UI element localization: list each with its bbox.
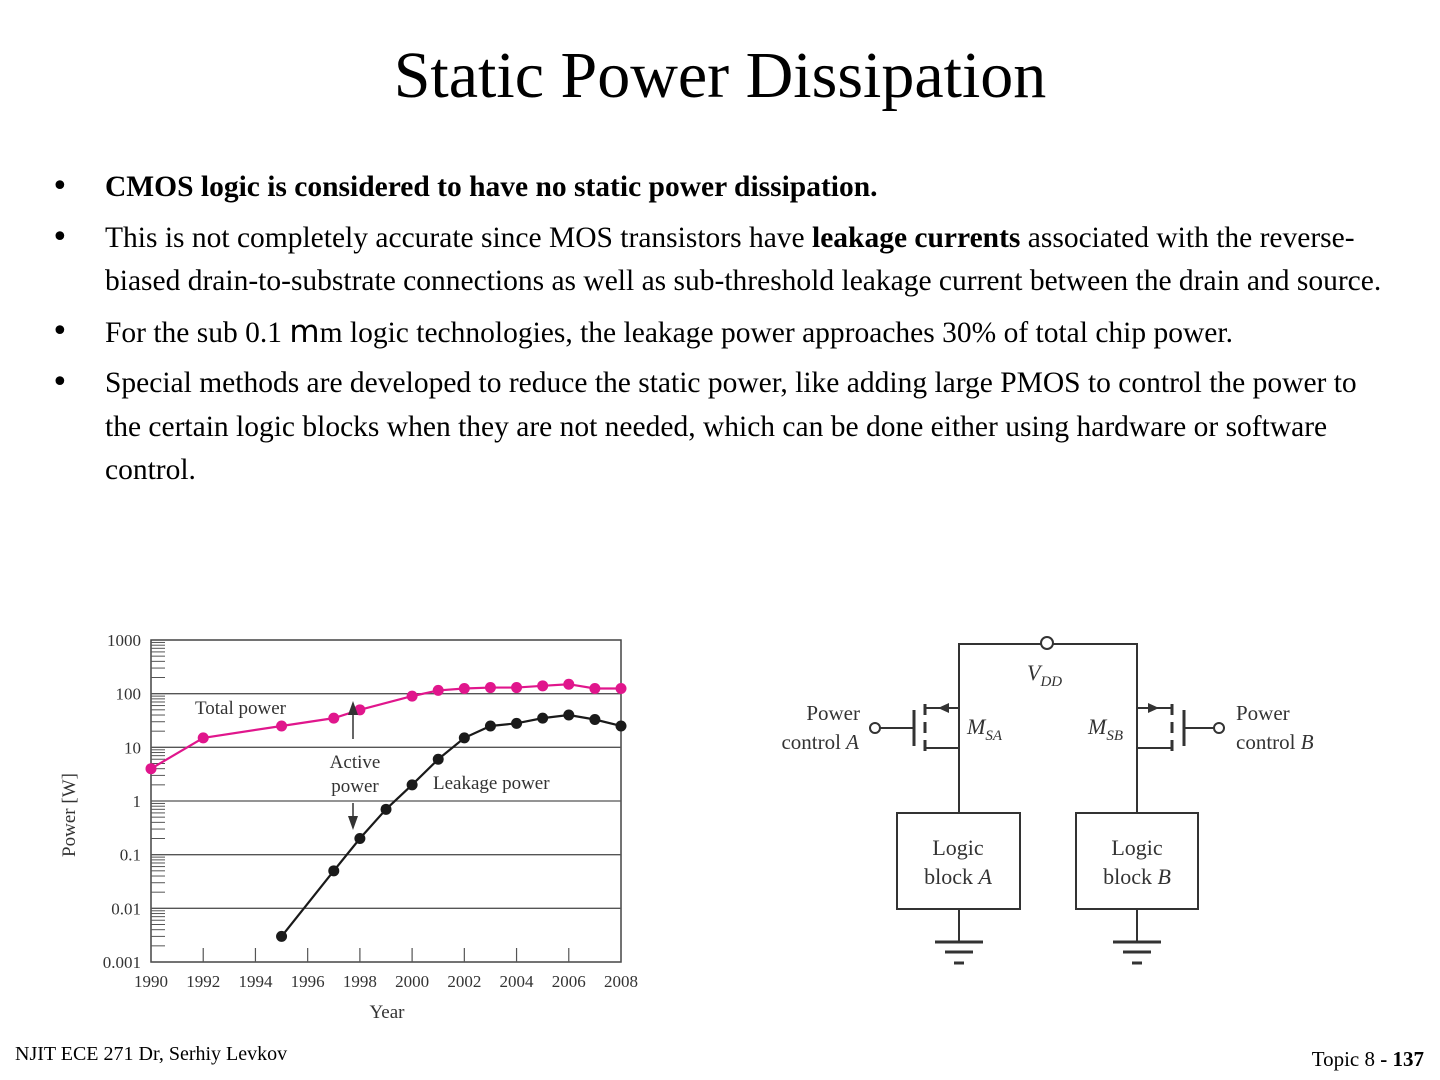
circuit-svg [755,628,1355,973]
y-tick-label: 10 [124,738,141,758]
leakage-power-point [563,710,574,721]
power-control-a-label-1: Power [806,701,860,725]
y-tick-label: 1 [132,792,141,811]
total-power-point [146,763,157,774]
power-control-a-label-2: control A [781,730,859,754]
total-power-point [198,732,209,743]
leakage-power-point [354,833,365,844]
x-tick-label: 2002 [447,972,482,991]
x-tick-label: 1994 [238,972,273,991]
y-tick-label: 0.01 [111,899,141,919]
y-tick-label: 0.001 [102,953,141,972]
logic-block-a-label-2: block A [924,864,992,889]
bullet-glyph: • [51,313,69,349]
y-axis-label: Power [W] [59,773,80,857]
leakage-power-point [485,720,496,731]
leakage-power-point [407,779,418,790]
arrow-down-icon [348,816,358,830]
bullet-glyph: • [51,365,69,400]
leakage-power-point [459,732,470,743]
bullet-text: m logic technologies, the leakage power approaches 30% of total chip power. [319,316,1233,349]
bullet-text: For the sub 0.1 [105,316,290,349]
series-label-total: Total power [195,698,287,719]
logic-block-b [1076,813,1198,909]
vdd-terminal [1041,637,1053,649]
x-tick-label: 1998 [342,972,377,991]
total-power-point [433,685,444,696]
x-axis-label: Year [369,1002,405,1023]
bullet-list [48,166,1393,500]
msb-label: $M_{SB}$ [1088,714,1123,744]
x-tick-label: 1990 [134,972,168,991]
series-label-leakage: Leakage power [433,773,550,794]
logic-block-a-label-1: Logic [932,835,984,860]
total-power-point [485,682,496,693]
bullet-item [48,311,1393,356]
msa-arrow-icon [938,703,949,713]
total-power-point [407,691,418,702]
leakage-power-point [433,754,444,765]
leakage-power-point [616,720,627,731]
total-power-point [328,713,339,724]
bullet-item [48,217,1393,304]
annotation-power: power [331,776,379,797]
footer-page-number: Topic 8 - 137 [1311,1047,1424,1071]
bullet-glyph: • [51,219,69,255]
y-tick-label: 1000 [107,631,141,650]
y-tick-label: 100 [115,684,141,704]
leakage-power-point [511,718,522,729]
msa-drain [925,748,959,813]
leakage-power-line [282,715,621,936]
bullet-text: associated with the reverse-biased drain-to-substrate connections as well as sub-threshold leakage current between the drain and source. [105,221,1382,297]
bullet-item [48,166,1393,210]
mu-symbol: m [289,313,320,350]
bullet-glyph: • [51,169,69,204]
power-gating-circuit [755,628,1355,978]
total-power-point [276,720,287,731]
total-power-point [537,680,548,691]
bullet-text-bold: CMOS logic is considered to have no static power dissipation. [105,171,878,203]
total-power-point [563,679,574,690]
x-tick-label: 1992 [186,972,221,991]
msb-arrow-icon [1148,703,1159,713]
vdd-rail [959,644,1137,800]
logic-block-b-label-1: Logic [1111,835,1163,860]
total-power-point [511,682,522,693]
power-control-a-terminal[interactable] [870,723,880,733]
leakage-power-point [589,714,600,725]
x-tick-label: 2004 [499,972,534,991]
leakage-power-point [328,865,339,876]
x-tick-label: 1996 [290,972,325,991]
power-control-b-terminal[interactable] [1214,723,1224,733]
bullet-text-bold: leakage currents [812,221,1021,254]
total-power-point [459,683,470,694]
slide-title: Static Power Dissipation [393,39,1047,112]
leakage-power-point [276,931,287,942]
bullet-item [48,362,1393,493]
y-tick-label: 0.1 [119,845,141,865]
leakage-power-point [381,804,392,815]
logic-block-b-label-2: block B [1103,864,1171,889]
logic-block-a [897,813,1020,909]
ground-b-icon [1113,942,1161,963]
footer-course: NJIT ECE 271 Dr, Serhiy Levkov [15,1043,288,1065]
total-power-point [589,683,600,694]
power-control-b-label-1: Power [1236,701,1290,725]
bullet-text: Special methods are developed to reduce the static power, like adding large PMOS to control the power to the certain logic blocks when they are not needed, which can be done either using hardware or software control. [105,367,1357,486]
x-tick-label: 2006 [551,972,586,991]
msb-drain [1137,748,1172,813]
power-chart-svg [55,625,655,1030]
ground-a-icon [935,942,983,963]
x-tick-label: 2000 [395,972,430,991]
vdd-label: $V_{DD}$ [1027,660,1063,690]
annotation-active: Active [329,752,381,773]
power-chart [55,625,655,1035]
x-tick-label: 2008 [604,972,638,991]
msa-label: $M_{SA}$ [967,714,1002,744]
bullet-text: This is not completely accurate since MOS transistors have [105,221,813,254]
total-power-point [616,683,627,694]
power-control-b-label-2: control B [1236,730,1314,754]
leakage-power-point [537,713,548,724]
